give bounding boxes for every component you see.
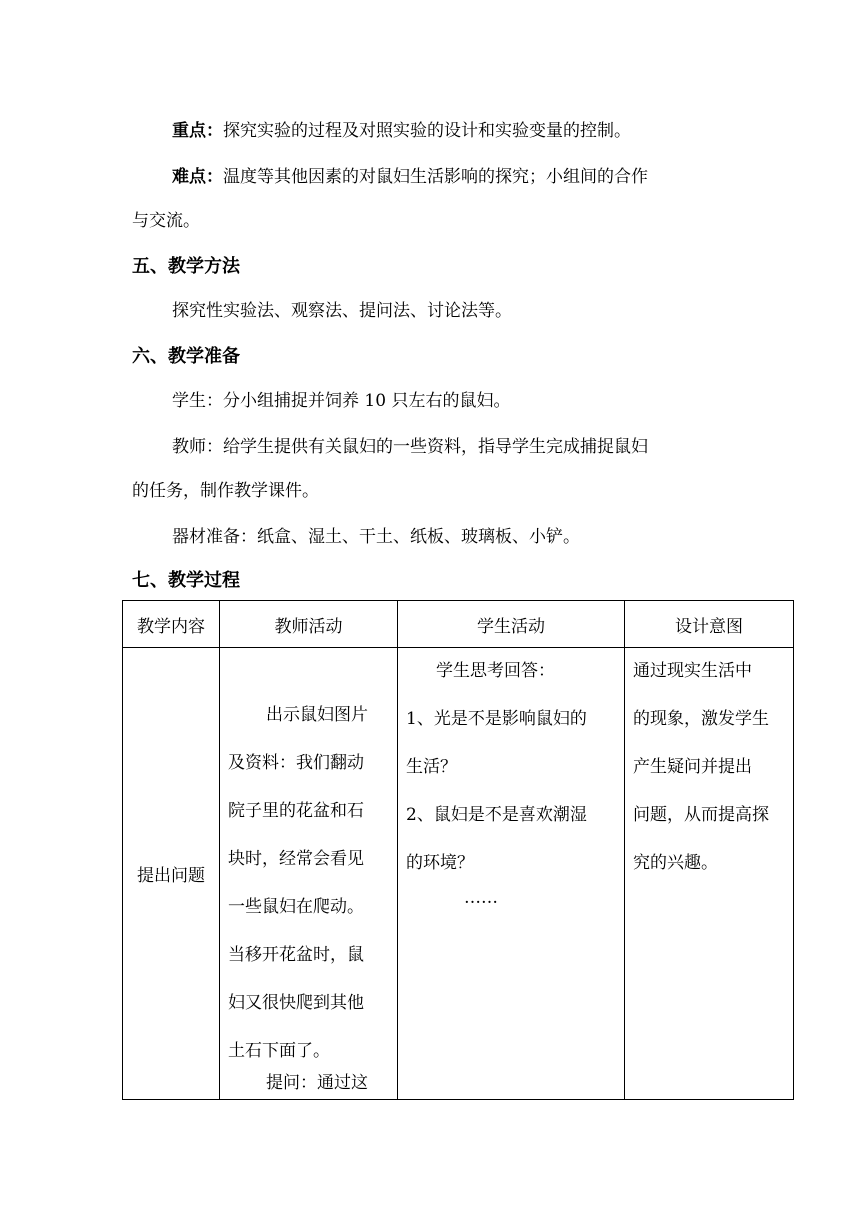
key-point-line: [172, 116, 631, 141]
key-point-label: 重点：: [172, 121, 223, 141]
student-line: 2、鼠妇是不是喜欢潮湿: [406, 805, 587, 825]
difficult-point-line: [172, 162, 648, 187]
difficult-point-label: 难点：: [172, 167, 223, 187]
header-content: 教学内容: [123, 601, 220, 648]
intent-line: 产生疑问并提出: [633, 757, 752, 777]
cell-teacher-activity: [220, 648, 398, 1100]
teacher-line: 提问：通过这: [266, 1073, 368, 1093]
teaching-process-table: [122, 600, 794, 1100]
teacher-line: 出示鼠妇图片: [266, 705, 368, 725]
teacher-line: 土石下面了。: [228, 1041, 330, 1061]
cell-content: 提出问题: [123, 648, 220, 1100]
intent-line: 问题，从而提高探: [633, 805, 769, 825]
student-line: ……: [464, 888, 498, 908]
difficult-point-text-1: 温度等其他因素的对鼠妇生活影响的探究；小组间的合作: [223, 167, 648, 187]
intent-line: 通过现实生活中: [633, 661, 752, 681]
teacher-line: 妇又很快爬到其他: [228, 993, 364, 1013]
header-student: 学生活动: [398, 601, 625, 648]
difficult-point-text-2: 与交流。: [132, 211, 200, 231]
cell-student-activity: [398, 648, 625, 1100]
student-line: 1、光是不是影响鼠妇的: [406, 709, 587, 729]
table-header-row: [123, 601, 794, 648]
student-line: 学生思考回答：: [436, 661, 555, 681]
section7-heading: 七、教学过程: [132, 570, 240, 591]
teacher-line: 及资料：我们翻动: [228, 753, 364, 773]
header-teacher: 教师活动: [220, 601, 398, 648]
table-row: [123, 648, 794, 1100]
student-line: 生活？: [406, 757, 457, 777]
teacher-line: 院子里的花盆和石: [228, 801, 364, 821]
section6-student: 学生：分小组捕捉并饲养 10 只左右的鼠妇。: [172, 391, 511, 411]
header-intent: 设计意图: [625, 601, 794, 648]
teacher-line: 当移开花盆时，鼠: [228, 945, 364, 965]
section6-materials: 器材准备：纸盒、湿土、干土、纸板、玻璃板、小铲。: [172, 527, 580, 547]
intent-line: 究的兴趣。: [633, 853, 718, 873]
key-point-text: 探究实验的过程及对照实验的设计和实验变量的控制。: [223, 121, 631, 141]
intent-line: 的现象，激发学生: [633, 709, 769, 729]
section6-heading: 六、教学准备: [132, 346, 240, 367]
section6-teacher-2: 的任务，制作教学课件。: [132, 481, 319, 501]
cell-design-intent: [625, 648, 794, 1100]
teacher-line: 块时，经常会看见: [228, 849, 364, 869]
teacher-line: 一些鼠妇在爬动。: [228, 897, 364, 917]
section5-text: 探究性实验法、观察法、提问法、讨论法等。: [172, 301, 512, 321]
section5-heading: 五、教学方法: [132, 256, 240, 277]
section6-teacher-1: 教师：给学生提供有关鼠妇的一些资料，指导学生完成捕捉鼠妇: [172, 437, 648, 457]
student-line: 的环境？: [406, 853, 474, 873]
